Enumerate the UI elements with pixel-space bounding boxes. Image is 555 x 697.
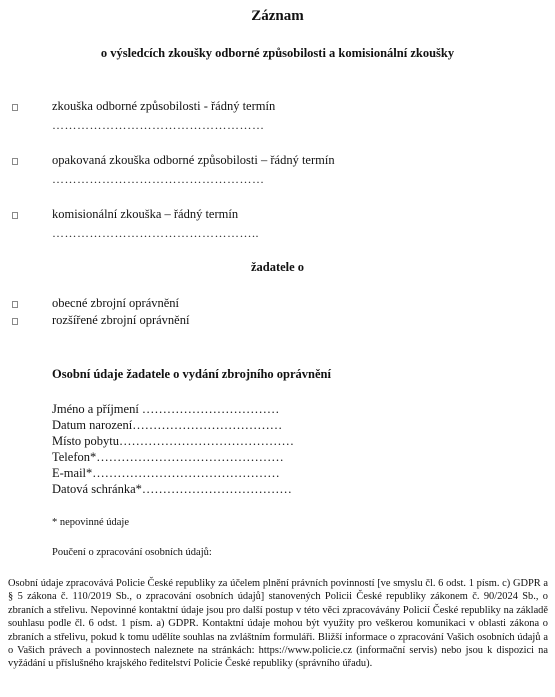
exam-option-label: opakovaná zkouška odborné způsobilosti – řádný termín (52, 153, 335, 167)
optional-note: * nepovinné údaje (52, 517, 129, 528)
field-fill-line[interactable]: …………………………… (141, 402, 280, 416)
checkbox-permit-general[interactable] (12, 301, 18, 308)
exam-option-label: komisionální zkouška – řádný termín (52, 207, 239, 221)
exam-option-fill-line[interactable]: …………………………………………… (52, 172, 265, 186)
field-email[interactable] (52, 466, 280, 481)
field-birth-date[interactable] (52, 418, 282, 433)
field-fill-line[interactable]: ……………………………… (132, 418, 283, 432)
field-data-box[interactable] (52, 482, 292, 497)
exam-option-fill-line[interactable]: ………………………………………….. (52, 226, 259, 240)
permit-option-label: obecné zbrojní oprávnění (52, 296, 180, 310)
applicant-heading: žadatele o (250, 260, 305, 274)
field-fill-line[interactable]: ……………………………… (141, 482, 292, 496)
checkbox-exam-commission[interactable] (12, 212, 18, 219)
field-fill-line[interactable]: ……………………………………… (92, 466, 280, 480)
checkbox-exam-regular[interactable] (12, 104, 18, 111)
privacy-heading: Poučení o zpracování osobních údajů: (52, 547, 212, 558)
field-label: Datová schránka* (52, 482, 142, 496)
checkbox-permit-extended[interactable] (12, 318, 18, 325)
document-subtitle: o výsledcích zkoušky odborné způsobilosti a komisionální zkoušky (100, 46, 455, 60)
field-label: Místo pobytu (52, 434, 120, 448)
field-label: Datum narození (52, 418, 133, 432)
field-name[interactable] (52, 402, 279, 417)
field-phone[interactable] (52, 450, 284, 465)
field-label: Telefon* (52, 450, 97, 464)
exam-option-fill-line[interactable]: …………………………………………… (52, 118, 265, 132)
field-fill-line[interactable]: ……………………………………… (96, 450, 284, 464)
field-label: Jméno a příjmení (52, 402, 139, 416)
field-label: E-mail* (52, 466, 93, 480)
checkbox-exam-repeated[interactable] (12, 158, 18, 165)
field-fill-line[interactable]: …………………………………… (119, 434, 295, 448)
personal-data-heading: Osobní údaje žadatele o vydání zbrojního oprávnění (52, 367, 331, 381)
field-residence[interactable] (52, 434, 294, 449)
permit-option-label: rozšířené zbrojní oprávnění (52, 313, 190, 327)
privacy-paragraph: Osobní údaje zpracovává Policie České republiky za účelem plnění právních povinností [ve smyslu čl. 6 odst. 1 písm. c) GDPR a § 5 zákona č. 110/2019 Sb., o zpracování osobních údajů] stanovených Policii České republiky zákonem č. 90/2024 Sb., o zbraních a střelivu. Nepovinné kontaktní údaje jsou pro další postup v této věci zpracovávány Policií České republiky na základě souhlasu podle čl. 6 odst. 1 písm. a) GDPR. Kontaktní údaje mohou být využity pro veškerou komunikaci v oblasti zákona o zbraních a střelivu, pokud k tomu udělíte souhlas na zvláštním formuláři. Bližší informace o zpracování Vašich osobních údajů a o Vašich právech a povinnostech naleznete na stránkách: https://www.policie.cz (informační servis) nebo jsou k dispozici na vyžádání u příslušného krajského ředitelství Policie České republiky (správního úřadu). (8, 578, 548, 670)
document-title: Záznam (251, 8, 304, 24)
exam-option-label: zkouška odborné způsobilosti - řádný termín (52, 99, 276, 113)
